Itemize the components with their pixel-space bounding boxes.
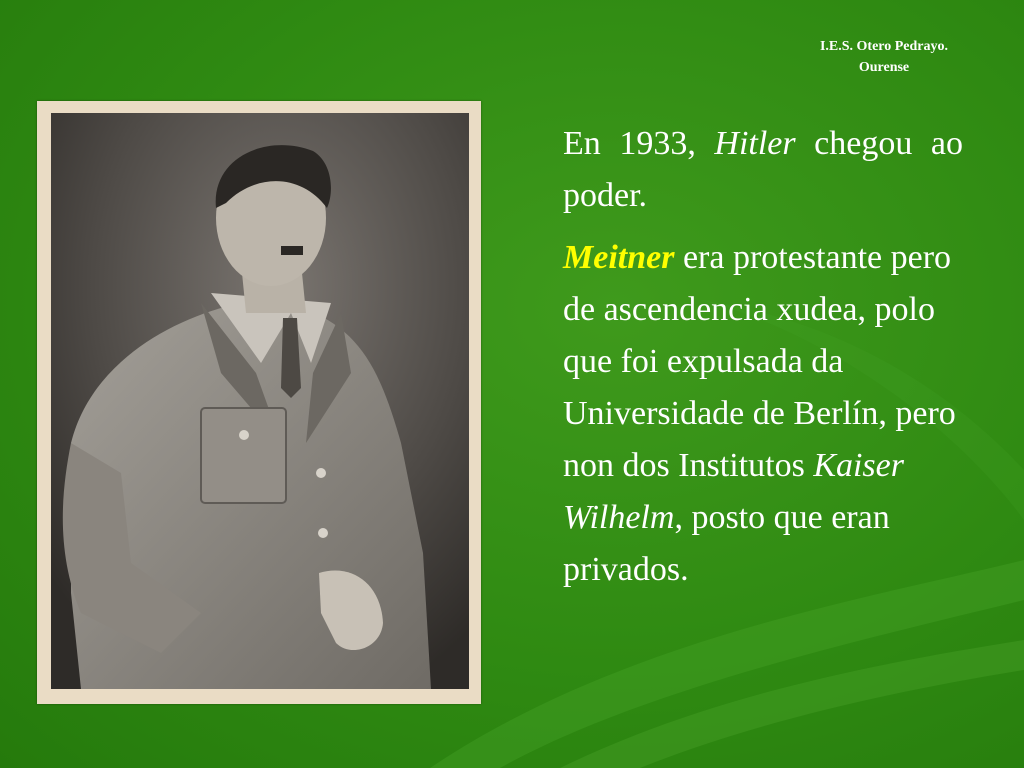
paragraph-2-end: , posto que eran privados. — [563, 499, 890, 588]
paragraph-1-intro: En 1933, — [563, 125, 715, 162]
hitler-name: Hitler — [714, 125, 796, 162]
paragraph-2-body: era protestante pero de ascendencia xudea, polo que foi expulsada da Universidade de Berlín, pero non dos Institutos — [563, 239, 956, 484]
institution-city: Ourense — [858, 60, 910, 75]
paragraph-1-end: chegou ao poder. — [563, 125, 963, 214]
slide-body-text — [563, 118, 963, 596]
paragraph-1 — [563, 118, 963, 222]
institution-name: I.E.S. Otero Pedrayo. — [819, 39, 949, 54]
portrait-photo-frame — [37, 101, 481, 704]
kaiser-wilhelm-name: Kaiser Wilhelm — [563, 447, 904, 536]
meitner-name: Meitner — [563, 239, 675, 276]
institution-header — [784, 36, 984, 78]
paragraph-2 — [563, 232, 963, 596]
portrait-photo — [51, 113, 469, 689]
